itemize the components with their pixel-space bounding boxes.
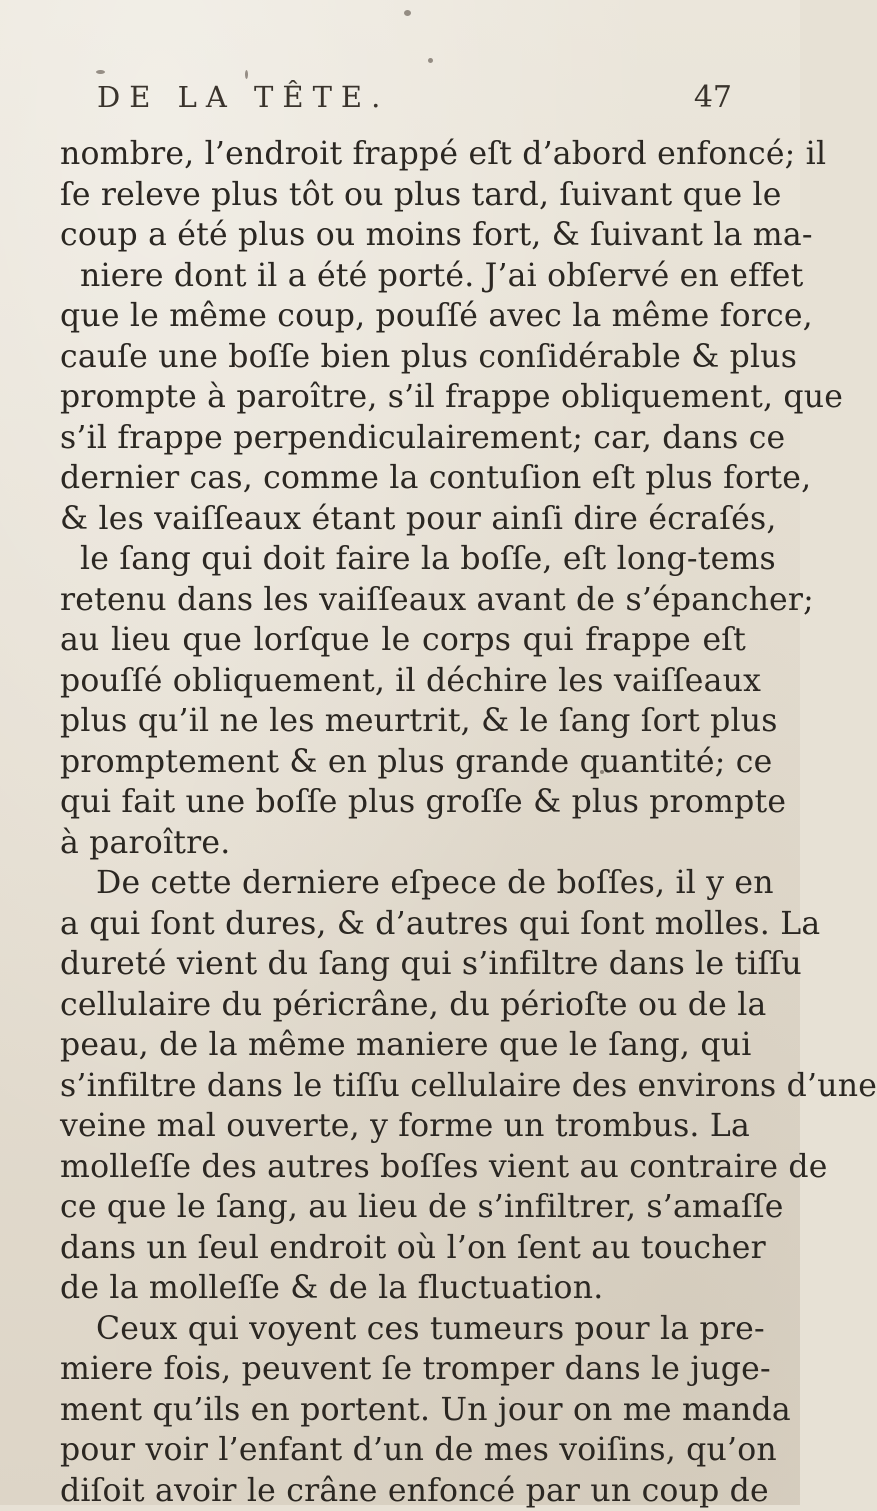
ink-speck (96, 70, 105, 74)
text-line: nombre, l’endroit frappé eſt d’abord enfoncé; il (60, 134, 746, 175)
ink-speck (428, 58, 433, 63)
text-line: que le même coup, pouſſé avec la même force, (60, 296, 746, 337)
paragraph-start-line: De cette derniere eſpece de boſſes, il y en (60, 863, 746, 904)
text-line: a qui ſont dures, & d’autres qui ſont molles. La (60, 904, 746, 945)
paragraph-start-line: Ceux qui voyent ces tumeurs pour la pre- (60, 1309, 746, 1350)
text-line: cellulaire du péricrâne, du périoſte ou de la (60, 985, 746, 1026)
text-line: niere dont il a été porté. J’ai obſervé en effet (60, 256, 746, 297)
page-number: 47 (694, 80, 732, 115)
text-line: cauſe une boſſe bien plus conſidérable & plus (60, 337, 746, 378)
text-line: peau, de la même maniere que le ſang, qui (60, 1025, 746, 1066)
text-line: promptement & en plus grande quantité; ce (60, 742, 746, 783)
text-line: ment qu’ils en portent. Un jour on me manda (60, 1390, 746, 1431)
running-head: DE LA TÊTE. (97, 80, 389, 114)
text-line: miere fois, peuvent ſe tromper dans le juge- (60, 1349, 746, 1390)
text-line: s’il frappe perpendiculairement; car, dans ce (60, 418, 746, 459)
text-line: veine mal ouverte, y forme un trombus. La (60, 1106, 746, 1147)
text-line: le ſang qui doit faire la boſſe, eſt long-tems (60, 539, 746, 580)
body-text (60, 134, 746, 1511)
text-line: ſe releve plus tôt ou plus tard, ſuivant que le (60, 175, 746, 216)
text-line: dureté vient du ſang qui s’infiltre dans le tiſſu (60, 944, 746, 985)
text-line: prompte à paroître, s’il frappe obliquement, que (60, 377, 746, 418)
text-line: diſoit avoir le crâne enfoncé par un coup de (60, 1471, 746, 1511)
text-line: dernier cas, comme la contuſion eſt plus forte, (60, 458, 746, 499)
ink-speck (404, 10, 411, 16)
text-line: s’infiltre dans le tiſſu cellulaire des environs d’une (60, 1066, 746, 1107)
text-line: retenu dans les vaiſſeaux avant de s’épancher; (60, 580, 746, 621)
paragraph-end-line: de la molleſſe & de la fluctuation. (60, 1268, 746, 1309)
text-line: qui fait une boſſe plus groſſe & plus prompte (60, 782, 746, 823)
text-line: coup a été plus ou moins fort, & ſuivant la ma- (60, 215, 746, 256)
paragraph-end-line: à paroître. (60, 823, 746, 864)
text-line: plus qu’il ne les meurtrit, & le ſang ſort plus (60, 701, 746, 742)
ink-speck (245, 70, 248, 79)
text-line: pour voir l’enfant d’un de mes voiſins, qu’on (60, 1430, 746, 1471)
text-line: dans un ſeul endroit où l’on ſent au toucher (60, 1228, 746, 1269)
page-header (97, 80, 732, 124)
text-line: ce que le ſang, au lieu de s’infiltrer, s’amaſſe (60, 1187, 746, 1228)
text-line: au lieu que lorſque le corps qui frappe eſt (60, 620, 746, 661)
text-line: & les vaiſſeaux étant pour ainſi dire écraſés, (60, 499, 746, 540)
text-line: molleſſe des autres boſſes vient au contraire de (60, 1147, 746, 1188)
text-line: pouſſé obliquement, il déchire les vaiſſeaux (60, 661, 746, 702)
